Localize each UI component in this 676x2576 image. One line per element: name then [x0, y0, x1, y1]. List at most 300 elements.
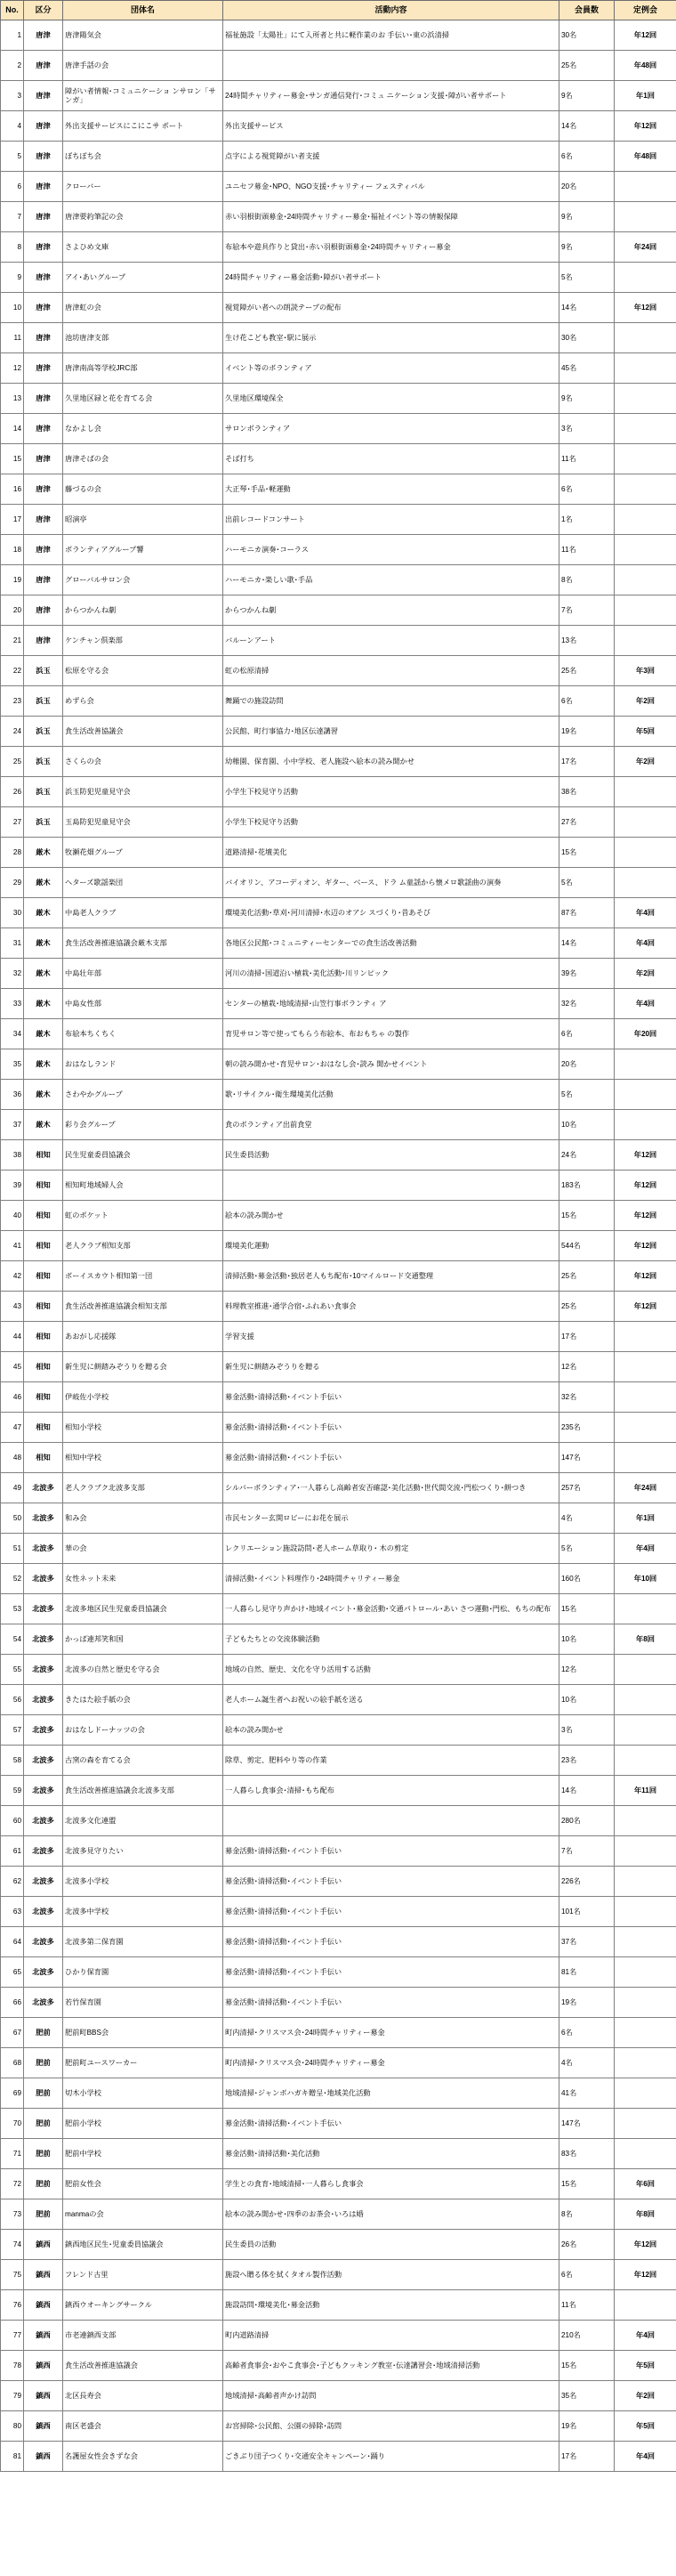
cell-members: 257名	[559, 1473, 615, 1503]
cell-group-name: 障がい者情報･コミュニケーショ ンサロン「サンガ」	[63, 81, 223, 111]
cell-area: 厳木	[24, 898, 63, 928]
cell-area: 浜玉	[24, 656, 63, 686]
cell-no: 43	[1, 1292, 24, 1322]
cell-meeting: 年24回	[615, 232, 676, 263]
cell-no: 41	[1, 1231, 24, 1261]
cell-activity: 生け花こども教室･駅に展示	[223, 323, 559, 353]
table-body	[1, 20, 676, 2472]
cell-area: 北波多	[24, 1806, 63, 1836]
table-row	[1, 777, 676, 807]
cell-members: 25名	[559, 1261, 615, 1292]
cell-group-name: アイ･あいグループ	[63, 263, 223, 293]
cell-no: 25	[1, 747, 24, 777]
cell-meeting	[615, 263, 676, 293]
cell-activity: 一人暮らし食事会･清掃･もち配布	[223, 1776, 559, 1806]
table-row	[1, 838, 676, 868]
cell-area: 肥前	[24, 2109, 63, 2139]
cell-members: 83名	[559, 2139, 615, 2169]
cell-meeting	[615, 838, 676, 868]
table-row	[1, 1715, 676, 1746]
cell-members: 210名	[559, 2321, 615, 2351]
cell-area: 唐津	[24, 384, 63, 414]
cell-group-name: ボーイスカウト相知第一団	[63, 1261, 223, 1292]
cell-area: 厳木	[24, 1049, 63, 1080]
cell-no: 15	[1, 444, 24, 474]
cell-no: 67	[1, 2018, 24, 2048]
table-row	[1, 293, 676, 323]
table-row	[1, 1292, 676, 1322]
cell-no: 81	[1, 2442, 24, 2472]
table-row	[1, 1534, 676, 1564]
cell-activity	[223, 51, 559, 81]
header-area: 区分	[24, 1, 63, 20]
cell-no: 16	[1, 474, 24, 505]
cell-members: 6名	[559, 1019, 615, 1049]
cell-no: 11	[1, 323, 24, 353]
cell-meeting	[615, 2048, 676, 2078]
cell-area: 北波多	[24, 1927, 63, 1957]
table-row	[1, 1897, 676, 1927]
cell-group-name: 唐津南高等学校JRC部	[63, 353, 223, 384]
cell-meeting: 年2回	[615, 959, 676, 989]
cell-no: 22	[1, 656, 24, 686]
table-row	[1, 747, 676, 777]
cell-activity: バルーンアート	[223, 626, 559, 656]
header-no: No.	[1, 1, 24, 20]
cell-group-name: 市老連鎮西支部	[63, 2321, 223, 2351]
cell-activity: 募金活動･清掃活動･イベント手伝い	[223, 1836, 559, 1867]
cell-members: 8名	[559, 2199, 615, 2230]
cell-meeting	[615, 2139, 676, 2169]
cell-area: 厳木	[24, 989, 63, 1019]
table-row	[1, 1261, 676, 1292]
cell-area: 唐津	[24, 81, 63, 111]
cell-activity: ハーモニカ･楽しい歌･手品	[223, 565, 559, 595]
table-row	[1, 232, 676, 263]
cell-group-name: 唐津虹の会	[63, 293, 223, 323]
table-row	[1, 172, 676, 202]
table-row	[1, 2048, 676, 2078]
cell-members: 4名	[559, 2048, 615, 2078]
cell-activity	[223, 1806, 559, 1836]
cell-meeting: 年8回	[615, 2199, 676, 2230]
cell-meeting: 年12回	[615, 1231, 676, 1261]
table-row	[1, 323, 676, 353]
cell-area: 唐津	[24, 565, 63, 595]
cell-group-name: 彩り会グループ	[63, 1110, 223, 1140]
table-row	[1, 1594, 676, 1624]
cell-activity: 視覚障がい者への朗読テープの配布	[223, 293, 559, 323]
cell-area: 北波多	[24, 1836, 63, 1867]
table-row	[1, 2199, 676, 2230]
cell-area: 北波多	[24, 1867, 63, 1897]
header-activity: 活動内容	[223, 1, 559, 20]
table-row	[1, 807, 676, 838]
cell-activity: 子どもたちとの交流体験活動	[223, 1624, 559, 1655]
cell-no: 76	[1, 2290, 24, 2321]
table-row	[1, 2139, 676, 2169]
cell-members: 147名	[559, 2109, 615, 2139]
table-row	[1, 626, 676, 656]
cell-no: 3	[1, 81, 24, 111]
cell-area: 唐津	[24, 444, 63, 474]
cell-no: 65	[1, 1957, 24, 1988]
cell-no: 51	[1, 1534, 24, 1564]
cell-group-name: なかよし会	[63, 414, 223, 444]
cell-area: 厳木	[24, 1080, 63, 1110]
cell-no: 29	[1, 868, 24, 898]
cell-members: 45名	[559, 353, 615, 384]
table-row	[1, 1201, 676, 1231]
cell-activity: 一人暮らし見守り声かけ･地域イベント･募金活動･交通パトロール･あい さつ運動･門松、もちの配布	[223, 1594, 559, 1624]
cell-meeting	[615, 1927, 676, 1957]
cell-meeting	[615, 1897, 676, 1927]
cell-area: 唐津	[24, 626, 63, 656]
cell-meeting: 年2回	[615, 686, 676, 717]
table-row	[1, 111, 676, 142]
table-row	[1, 1382, 676, 1413]
cell-meeting: 年1回	[615, 81, 676, 111]
cell-no: 7	[1, 202, 24, 232]
cell-activity: 点字による視覚障がい者支援	[223, 142, 559, 172]
cell-area: 北波多	[24, 1685, 63, 1715]
cell-meeting	[615, 1352, 676, 1382]
cell-activity: お宮掃除･公民館、公園の掃除･訪問	[223, 2411, 559, 2442]
header-members: 会員数	[559, 1, 615, 20]
cell-group-name: 布絵本ちくちく	[63, 1019, 223, 1049]
cell-group-name: 伊岐佐小学校	[63, 1382, 223, 1413]
cell-members: 183名	[559, 1171, 615, 1201]
cell-area: 北波多	[24, 1503, 63, 1534]
cell-members: 27名	[559, 807, 615, 838]
cell-activity: 募金活動･清掃活動･イベント手伝い	[223, 1927, 559, 1957]
cell-group-name: さわやかグループ	[63, 1080, 223, 1110]
cell-no: 69	[1, 2078, 24, 2109]
cell-activity: 朝の読み聞かせ･育児サロン･おはなし会･読み 聞かせイベント	[223, 1049, 559, 1080]
cell-members: 7名	[559, 595, 615, 626]
cell-area: 北波多	[24, 1655, 63, 1685]
cell-members: 6名	[559, 2260, 615, 2290]
cell-group-name: 肥前小学校	[63, 2109, 223, 2139]
cell-group-name: 外出支援サービスにこにこサ ポート	[63, 111, 223, 142]
cell-no: 63	[1, 1897, 24, 1927]
cell-members: 11名	[559, 444, 615, 474]
cell-activity: 環境美化活動･草刈･河川清掃･水辺のオアシ スづくり･昔あそび	[223, 898, 559, 928]
cell-group-name: 池坊唐津支部	[63, 323, 223, 353]
cell-activity: 絵本の読み聞かせ	[223, 1201, 559, 1231]
cell-meeting	[615, 353, 676, 384]
cell-group-name: 新生児に餅踏みぞうりを贈る会	[63, 1352, 223, 1382]
cell-members: 544名	[559, 1231, 615, 1261]
table-row	[1, 1473, 676, 1503]
cell-meeting: 年1回	[615, 1503, 676, 1534]
cell-meeting: 年8回	[615, 1624, 676, 1655]
cell-group-name: 女性ネット未来	[63, 1564, 223, 1594]
cell-group-name: 食生活改善推進協議会相知支部	[63, 1292, 223, 1322]
cell-no: 77	[1, 2321, 24, 2351]
cell-area: 鎮西	[24, 2442, 63, 2472]
cell-meeting: 年12回	[615, 293, 676, 323]
cell-area: 唐津	[24, 293, 63, 323]
table-row	[1, 384, 676, 414]
cell-area: 北波多	[24, 1746, 63, 1776]
cell-no: 64	[1, 1927, 24, 1957]
cell-no: 36	[1, 1080, 24, 1110]
table-row	[1, 81, 676, 111]
cell-members: 5名	[559, 263, 615, 293]
cell-meeting	[615, 1715, 676, 1746]
table-row	[1, 1503, 676, 1534]
cell-meeting: 年12回	[615, 1140, 676, 1171]
cell-group-name: 唐津そばの会	[63, 444, 223, 474]
cell-meeting	[615, 1806, 676, 1836]
cell-group-name: 老人クラブク北波多支部	[63, 1473, 223, 1503]
table-row	[1, 1867, 676, 1897]
cell-meeting	[615, 1594, 676, 1624]
table-row	[1, 474, 676, 505]
cell-group-name: かっぱ連邦笑和国	[63, 1624, 223, 1655]
cell-meeting: 年12回	[615, 1171, 676, 1201]
cell-meeting	[615, 565, 676, 595]
cell-meeting	[615, 1413, 676, 1443]
cell-area: 鎮西	[24, 2290, 63, 2321]
cell-area: 唐津	[24, 535, 63, 565]
cell-no: 57	[1, 1715, 24, 1746]
cell-meeting	[615, 1685, 676, 1715]
cell-no: 10	[1, 293, 24, 323]
table-row	[1, 1836, 676, 1867]
cell-members: 10名	[559, 1110, 615, 1140]
cell-no: 24	[1, 717, 24, 747]
cell-meeting	[615, 535, 676, 565]
cell-meeting	[615, 1957, 676, 1988]
cell-members: 12名	[559, 1352, 615, 1382]
header-row	[1, 1, 676, 20]
cell-members: 3名	[559, 414, 615, 444]
cell-group-name: manmaの会	[63, 2199, 223, 2230]
cell-meeting: 年11回	[615, 1776, 676, 1806]
cell-members: 15名	[559, 1594, 615, 1624]
cell-area: 唐津	[24, 505, 63, 535]
cell-members: 7名	[559, 1836, 615, 1867]
cell-area: 北波多	[24, 1776, 63, 1806]
cell-group-name: 食生活改善推進協議会	[63, 2351, 223, 2381]
table-row	[1, 1110, 676, 1140]
cell-activity: 学習支援	[223, 1322, 559, 1352]
cell-meeting	[615, 1746, 676, 1776]
header-meeting: 定例会	[615, 1, 676, 20]
cell-members: 15名	[559, 838, 615, 868]
cell-no: 23	[1, 686, 24, 717]
cell-no: 34	[1, 1019, 24, 1049]
cell-members: 13名	[559, 626, 615, 656]
header-group: 団体名	[63, 1, 223, 20]
cell-no: 31	[1, 928, 24, 959]
cell-meeting: 年4回	[615, 2321, 676, 2351]
cell-members: 6名	[559, 474, 615, 505]
table-row	[1, 505, 676, 535]
cell-members: 39名	[559, 959, 615, 989]
cell-no: 12	[1, 353, 24, 384]
table-row	[1, 2230, 676, 2260]
cell-activity: 24時間チャリティー募金活動･障がい者サポート	[223, 263, 559, 293]
cell-area: 唐津	[24, 202, 63, 232]
cell-area: 鎮西	[24, 2230, 63, 2260]
cell-meeting	[615, 323, 676, 353]
cell-members: 15名	[559, 2351, 615, 2381]
table-row	[1, 868, 676, 898]
cell-no: 53	[1, 1594, 24, 1624]
cell-no: 14	[1, 414, 24, 444]
cell-group-name: 鎮西地区民生･児童委員協議会	[63, 2230, 223, 2260]
table-row	[1, 202, 676, 232]
cell-area: 肥前	[24, 2018, 63, 2048]
cell-no: 50	[1, 1503, 24, 1534]
cell-no: 70	[1, 2109, 24, 2139]
cell-activity: 各地区公民館･コミュニティーセンターでの食生活改善活動	[223, 928, 559, 959]
cell-group-name: ケンチャン倶楽部	[63, 626, 223, 656]
cell-members: 32名	[559, 1382, 615, 1413]
cell-group-name: 唐津手話の会	[63, 51, 223, 81]
cell-group-name: 食生活改善推進協議会厳木支部	[63, 928, 223, 959]
cell-group-name: 肥前女性会	[63, 2169, 223, 2199]
cell-area: 唐津	[24, 142, 63, 172]
cell-group-name: きたはた絵手紙の会	[63, 1685, 223, 1715]
table-row	[1, 142, 676, 172]
cell-activity: 募金活動･清掃活動･イベント手伝い	[223, 1957, 559, 1988]
cell-meeting	[615, 1988, 676, 2018]
cell-area: 肥前	[24, 2199, 63, 2230]
cell-members: 6名	[559, 686, 615, 717]
table-row	[1, 1927, 676, 1957]
cell-meeting: 年5回	[615, 2351, 676, 2381]
cell-activity: 絵本の読み聞かせ	[223, 1715, 559, 1746]
cell-no: 73	[1, 2199, 24, 2230]
cell-group-name: 中島女性部	[63, 989, 223, 1019]
cell-group-name: ひかり保育園	[63, 1957, 223, 1988]
cell-area: 鎮西	[24, 2321, 63, 2351]
cell-members: 19名	[559, 1988, 615, 2018]
cell-meeting: 年5回	[615, 717, 676, 747]
table-row	[1, 535, 676, 565]
cell-activity: 施設訪問･環境美化･募金活動	[223, 2290, 559, 2321]
cell-activity: イベント等のボランティア	[223, 353, 559, 384]
cell-area: 唐津	[24, 353, 63, 384]
cell-no: 54	[1, 1624, 24, 1655]
cell-group-name: 北波多地区民生児童委員協議会	[63, 1594, 223, 1624]
cell-members: 4名	[559, 1503, 615, 1534]
cell-meeting: 年24回	[615, 1473, 676, 1503]
cell-meeting	[615, 1867, 676, 1897]
cell-activity: サロンボランティア	[223, 414, 559, 444]
cell-activity: 清掃活動･イベント料理作り･24時間チャリティー募金	[223, 1564, 559, 1594]
cell-activity: 赤い羽根街頭募金･24時間チャリティー募金･福祉イベント等の情報保障	[223, 202, 559, 232]
cell-no: 72	[1, 2169, 24, 2199]
cell-members: 81名	[559, 1957, 615, 1988]
cell-meeting: 年4回	[615, 928, 676, 959]
cell-activity: 虹の松原清掃	[223, 656, 559, 686]
cell-activity: 募金活動･清掃活動･イベント手伝い	[223, 1867, 559, 1897]
cell-group-name: 虹のポケット	[63, 1201, 223, 1231]
cell-group-name: めずら会	[63, 686, 223, 717]
cell-group-name: 肥前町BBS会	[63, 2018, 223, 2048]
cell-group-name: 若竹保育園	[63, 1988, 223, 2018]
cell-members: 30名	[559, 323, 615, 353]
cell-members: 41名	[559, 2078, 615, 2109]
cell-no: 48	[1, 1443, 24, 1473]
cell-meeting	[615, 868, 676, 898]
cell-group-name: 民生児童委員協議会	[63, 1140, 223, 1171]
cell-activity: 新生児に餅踏みぞうりを贈る	[223, 1352, 559, 1382]
cell-members: 30名	[559, 20, 615, 51]
cell-meeting	[615, 2290, 676, 2321]
cell-no: 66	[1, 1988, 24, 2018]
table-row	[1, 928, 676, 959]
cell-meeting: 年20回	[615, 1019, 676, 1049]
table-row	[1, 1776, 676, 1806]
cell-activity: 地域清掃･高齢者声かけ訪問	[223, 2381, 559, 2411]
cell-group-name: 中島老人クラブ	[63, 898, 223, 928]
cell-activity: 募金活動･清掃活動･美化活動	[223, 2139, 559, 2169]
cell-group-name: 中島壮年部	[63, 959, 223, 989]
cell-activity: 布絵本や遊具作りと貸出･赤い羽根街頭募金･24時間チャリティー募金	[223, 232, 559, 263]
table-row	[1, 898, 676, 928]
table-row	[1, 717, 676, 747]
cell-group-name: 唐津要約筆記の会	[63, 202, 223, 232]
table-row	[1, 2442, 676, 2472]
cell-no: 28	[1, 838, 24, 868]
cell-group-name: 相知町地域婦人会	[63, 1171, 223, 1201]
table-row	[1, 51, 676, 81]
table-header	[1, 1, 676, 20]
cell-area: 唐津	[24, 323, 63, 353]
cell-group-name: 北波多の自然と歴史を守る会	[63, 1655, 223, 1685]
cell-group-name: 相知中学校	[63, 1443, 223, 1473]
table-row	[1, 20, 676, 51]
cell-members: 1名	[559, 505, 615, 535]
cell-meeting	[615, 384, 676, 414]
cell-meeting: 年4回	[615, 2442, 676, 2472]
cell-activity: ユニセフ募金･NPO、NGO支援･チャリティー フェスティバル	[223, 172, 559, 202]
cell-no: 38	[1, 1140, 24, 1171]
cell-members: 9名	[559, 384, 615, 414]
table-row	[1, 1806, 676, 1836]
cell-members: 19名	[559, 2411, 615, 2442]
cell-area: 厳木	[24, 1110, 63, 1140]
cell-activity: 育児サロン等で使ってもらう布絵本、布おもちゃ の製作	[223, 1019, 559, 1049]
cell-meeting	[615, 777, 676, 807]
cell-no: 75	[1, 2260, 24, 2290]
cell-activity: 絵本の読み聞かせ･四季のお茶会･いろは婚	[223, 2199, 559, 2230]
table-row	[1, 2109, 676, 2139]
cell-area: 唐津	[24, 474, 63, 505]
cell-meeting	[615, 807, 676, 838]
cell-meeting: 年10回	[615, 1564, 676, 1594]
cell-members: 5名	[559, 1080, 615, 1110]
cell-members: 26名	[559, 2230, 615, 2260]
cell-group-name: 北波多見守りたい	[63, 1836, 223, 1867]
cell-no: 68	[1, 2048, 24, 2078]
cell-meeting	[615, 626, 676, 656]
table-row	[1, 2351, 676, 2381]
cell-members: 9名	[559, 81, 615, 111]
cell-no: 27	[1, 807, 24, 838]
cell-no: 62	[1, 1867, 24, 1897]
cell-activity: 募金活動･清掃活動･イベント手伝い	[223, 2109, 559, 2139]
cell-no: 35	[1, 1049, 24, 1080]
cell-area: 浜玉	[24, 747, 63, 777]
cell-meeting: 年5回	[615, 2411, 676, 2442]
